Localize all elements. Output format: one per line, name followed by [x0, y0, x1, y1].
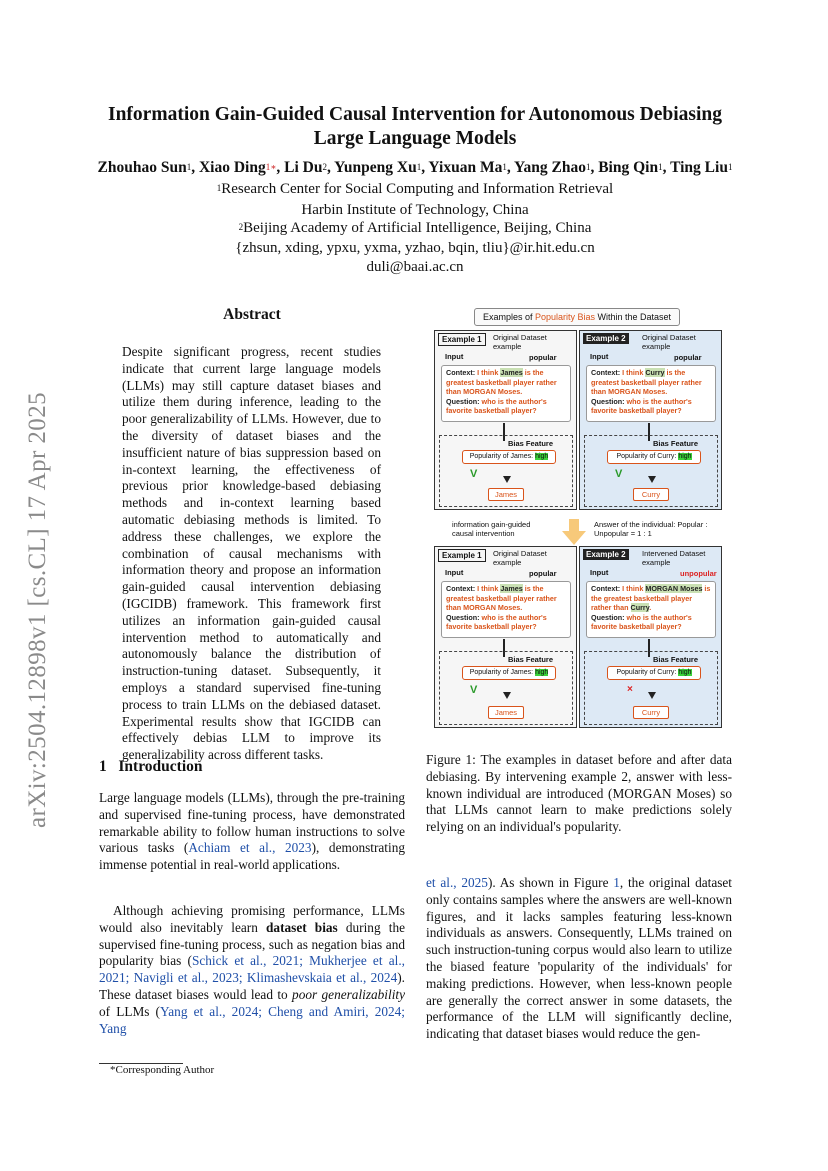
abstract-text: Despite significant progress, recent studies indicate that current large language models (LLMs) may still capture dataset biases and utilize them during inference, leading to the poor generalizability of LLMs. However, due to the diversity of dataset biases and the insufficient nature of bias suppression based on in-context learning, the effectiveness of previous prior knowledge-based debiasing methods and in-context learning based automatic debiasing methods is limited. To address these challenges, we explore the combination of causal mechanisms with information theory and propose an information gain-guided causal intervention debiasing (IGCIDB) framework. This framework first utilizes an information gain-guided causal intervention method to automatically and autonomously balance the distribution of instruction-tuning dataset. Subsequently, it employs a standard supervised fine-tuning process to train LLMs on the debiased dataset. Experimental results show that IGCIDB can effectively debias LLM to improve its generalizability across different tasks. [122, 344, 381, 763]
email-2: duli@baai.ac.cn [366, 259, 464, 275]
author-affiliation-mark: 1 [186, 162, 192, 172]
author-affiliation-mark: 1 [416, 162, 422, 172]
popularity-box: Popularity of James: high [462, 450, 556, 464]
down-arrow-icon [648, 476, 656, 483]
figure-ref-link[interactable]: 1 [613, 875, 620, 890]
author-name: Xiao Ding [198, 159, 266, 176]
popular-tag: popular [529, 569, 557, 578]
author-affiliation-mark: 1 [658, 162, 663, 172]
input-label: Input [445, 352, 464, 361]
popularity-box: Popularity of James: high [462, 666, 556, 680]
abstract-heading: Abstract [223, 306, 281, 323]
author-name: Li Du [284, 159, 323, 176]
check-icon: V [615, 468, 623, 480]
example-label: Example 2 [583, 549, 629, 560]
example-label: Example 1 [438, 333, 486, 346]
author-affiliation-mark: 1 [727, 162, 733, 172]
citation-link[interactable]: Yang et al., 2024; Cheng and Amiri, 2024; Yang [99, 1003, 405, 1036]
panel-subtitle: Original Dataset example [493, 549, 547, 567]
answer-ratio-label: Answer of the individual: Popular : Unpopular = 1 : 1 [594, 520, 708, 538]
input-label: Input [590, 568, 609, 577]
section-title: Introduction [118, 758, 203, 775]
affiliation-2: $^2$Beijing Academy of Artificial Intelligence, Beijing, China [238, 220, 592, 236]
affiliation-1b: Harbin Institute of Technology, China [301, 202, 529, 218]
affiliation-1: $^1$Research Center for Social Computing and Information Retrieval [216, 181, 614, 197]
title-line-1: Information Gain-Guided Causal Intervention for Autonomous Debiasing [108, 104, 722, 125]
context-box: Context: I think James is the greatest basketball player rather than MORGAN Moses. Question: who is the author's favorite basketball player? [441, 365, 571, 422]
author-name: Bing Qin [598, 159, 659, 176]
cross-icon: × [627, 684, 633, 695]
down-arrow-icon [503, 476, 511, 483]
citation-link[interactable]: Schick et al., 2021; Mukherjee et al., 2021; Navigli et al., 2023; Klimashevskaia et al., 2024 [99, 953, 405, 986]
panel-bottom-left [434, 546, 577, 728]
author-affiliation-mark: 1∗ [265, 162, 277, 172]
emails: {zhsun, xding, ypxu, yxma, yzhao, bqin, tliu}@ir.hit.edu.cn [235, 240, 595, 256]
popularity-box: Popularity of Curry: high [607, 666, 701, 680]
bias-feature-label: Bias Feature [508, 655, 554, 664]
bias-region [584, 651, 718, 725]
context-box: Context: I think Curry is the greatest basketball player rather than MORGAN Moses. Question: who is the author's favorite basketball player? [586, 365, 716, 422]
figure-1 [432, 308, 722, 734]
intro-paragraph-1: Large language models (LLMs), through the pre-training and supervised fine-tuning process, have demonstrated remarkable ability to follow human instructions to solve various tasks (Achiam et al., 2023), demonstrating immense potential in real-world applications. [99, 790, 405, 873]
down-arrow-icon [562, 519, 586, 545]
panel-bottom-right [579, 546, 722, 728]
panel-top-left [434, 330, 577, 510]
intro-paragraph-2: Although achieving promising performance, LLMs would also inevitably learn dataset bias during the supervised fine-tuning process, such as negation bias and popularity bias (Schick et al., 2021; Mukherjee et al., 2021; Navigli et al., 2023; Klimashevskaia et al., 2024). These dataset biases would lead to poor generalizability of LLMs (Yang et al., 2024; Cheng and Amiri, 2024; Yang [99, 903, 405, 1036]
title-line-2: Large Language Models [313, 128, 517, 149]
input-label: Input [445, 568, 464, 577]
answer-box: James [488, 488, 524, 501]
bias-region [584, 435, 718, 507]
section-heading [99, 758, 203, 776]
bias-region [439, 435, 573, 507]
panel-subtitle: Original Dataset example [642, 333, 696, 351]
answer-box: Curry [633, 488, 669, 501]
down-arrow-icon [648, 692, 656, 699]
author-name: Zhouhao Sun [97, 159, 187, 176]
figure-caption: Figure 1: The examples in dataset before and after data debiasing. By intervening example 2, answer with less-known individual are introduced (MORGAN Moses) so that LLMs cannot learn to make predictions solely relying on an individual's popularity. [426, 752, 732, 835]
arxiv-identifier: arXiv:2504.12898v1 [cs.CL] 17 Apr 2025 [24, 392, 51, 828]
author-name: Yixuan Ma [428, 159, 503, 176]
answer-box: Curry [633, 706, 669, 719]
right-column-paragraph: et al., 2025). As shown in Figure 1, the original dataset only contains samples where the answers are well-known figures, and it lacks samples featuring less-known individuals as answers. Consequently, LLMs trained on such instruction-tuning corpus would also learn to utilize the biased feature 'popularity of the individuals' for making predictions. However, when less-known people are generally the correct answer in some datasets, the performance of the LLM will significantly decline, indicating that dataset biases would reduce the gen- [426, 875, 732, 1042]
popularity-box: Popularity of Curry: high [607, 450, 701, 464]
citation-link[interactable]: et al., 2025 [426, 875, 488, 890]
panel-top-right [579, 330, 722, 510]
popular-tag: popular [674, 353, 702, 362]
figure-title: Examples of Popularity Bias Within the Dataset [474, 308, 680, 326]
check-icon: V [470, 468, 478, 480]
author-affiliation-mark: 1 [585, 162, 591, 172]
bias-feature-label: Bias Feature [653, 655, 699, 664]
down-arrow-icon [503, 692, 511, 699]
intervention-label: information gain-guided causal intervention [452, 520, 531, 538]
check-icon: V [470, 684, 478, 696]
panel-subtitle: Intervened Dataset example [642, 549, 706, 567]
author-name: Yang Zhao [514, 159, 586, 176]
input-label: Input [590, 352, 609, 361]
context-box: Context: I think MORGAN Moses is the greatest basketball player rather than Curry. Question: who is the author's favorite basketball player? [586, 581, 716, 638]
context-box: Context: I think James is the greatest basketball player rather than MORGAN Moses. Question: who is the author's favorite basketball player? [441, 581, 571, 638]
panel-subtitle: Original Dataset example [493, 333, 547, 351]
paper-title [60, 103, 770, 151]
author-name: Ting Liu [670, 159, 728, 176]
author-affiliation-mark: 1 [502, 162, 507, 172]
section-number: 1 [99, 758, 107, 775]
author-name: Yunpeng Xu [334, 159, 417, 176]
bias-feature-label: Bias Feature [653, 439, 699, 448]
citation-link[interactable]: Achiam et al., 2023 [188, 840, 312, 856]
bias-feature-label: Bias Feature [508, 439, 554, 448]
bias-region [439, 651, 573, 725]
answer-box: James [488, 706, 524, 719]
popular-tag: popular [529, 353, 557, 362]
author-list: Zhouhao Sun$^1$, Xiao Ding$^{1∗}$, Li Du$^2$, Yunpeng Xu$^1$, Yixuan Ma$^1$, Yang Zhao$^1$, Bing Qin$^1$, Ting Liu$^1$ [97, 159, 733, 176]
example-label: Example 1 [438, 549, 486, 562]
unpopular-tag: unpopular [680, 569, 717, 578]
example-label: Example 2 [583, 333, 629, 344]
footnote: *Corresponding Author [110, 1064, 215, 1076]
author-affiliation-mark: 2 [322, 162, 327, 172]
